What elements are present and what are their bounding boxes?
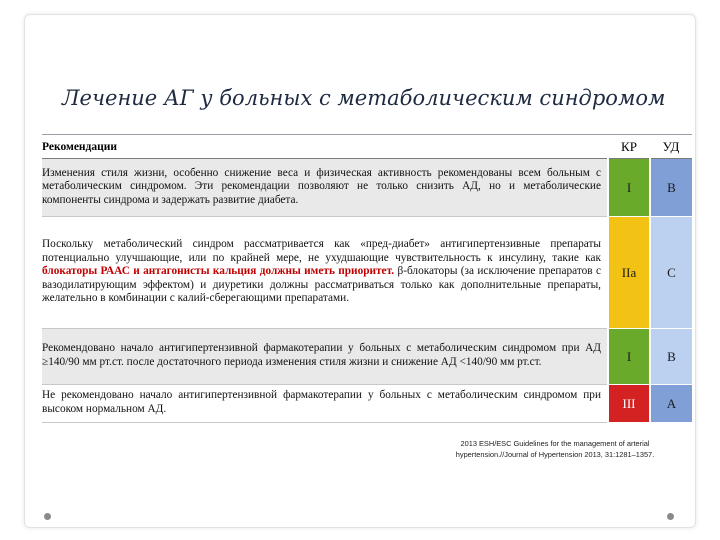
table-row [42, 217, 692, 329]
table-header-row [42, 135, 692, 159]
table-row [42, 329, 692, 385]
class-cell: I [608, 329, 650, 385]
slide-bullet-dot-right [667, 513, 674, 520]
header-level: УД [650, 135, 692, 159]
recommendation-text-part: Рекомендовано начало антигипертензивной фармакотерапии у больных с метаболическим синдромом при АД ≥140/90 мм рт.ст. после достаточного периода изменения стиля жизни и снижение АД <140/90 мм рт.ст. [42, 342, 601, 368]
table-row [42, 159, 692, 217]
class-cell: IIa [608, 217, 650, 329]
class-cell: III [608, 385, 650, 423]
header-recommendations: Рекомендации [42, 135, 608, 159]
level-cell: A [650, 385, 692, 423]
level-cell: B [650, 159, 692, 217]
recommendation-text-part: Не рекомендовано начало антигипертензивной фармакотерапии у больных с метаболическим синдромом при высоком нормальном АД. [42, 389, 601, 415]
class-cell: I [608, 159, 650, 217]
recommendation-text-part: Изменения стиля жизни, особенно снижение веса и физическая активность рекомендованы всем больным с метаболическим синдромом. Эти рекомендации позволяют не только снизить АД, но и метаболические компоненты синдрома и задержать развитие диабета. [42, 166, 601, 206]
recommendation-text-part: β-блокаторы (за исключение препаратов с вазодилатирующим эффектом) и диуретики должны рассматриваться только как дополнительные препараты, желательно в комбинации с калий-сберегающими препаратами. [42, 265, 601, 305]
recommendation-text [42, 329, 608, 385]
recommendation-text [42, 159, 608, 217]
slide-title: Лечение АГ у больных с метаболическим синдромом [62, 86, 666, 110]
recommendation-text [42, 385, 608, 423]
recommendation-text-part: Поскольку метаболический синдром рассматривается как «пред-диабет» антигипертензивные препараты потенциально улучшающие, или по крайней мере, не ухудшающие чувствительность к инсулину, такие как [42, 238, 601, 264]
reference-line: hypertension.//Journal of Hypertension 2013, 31:1281–1357. [455, 450, 655, 459]
highlighted-recommendation: блокаторы РААС и антагонисты кальция должны иметь приоритет. [42, 265, 395, 278]
header-class: КР [608, 135, 650, 159]
slide-bullet-dot-left [44, 513, 51, 520]
reference-line: 2013 ESH/ESC Guidelines for the management of arterial [460, 439, 650, 448]
recommendations-table [42, 134, 692, 423]
table-row [42, 385, 692, 423]
level-cell: C [650, 217, 692, 329]
reference-citation [420, 438, 690, 460]
recommendation-text [42, 217, 608, 329]
level-cell: B [650, 329, 692, 385]
